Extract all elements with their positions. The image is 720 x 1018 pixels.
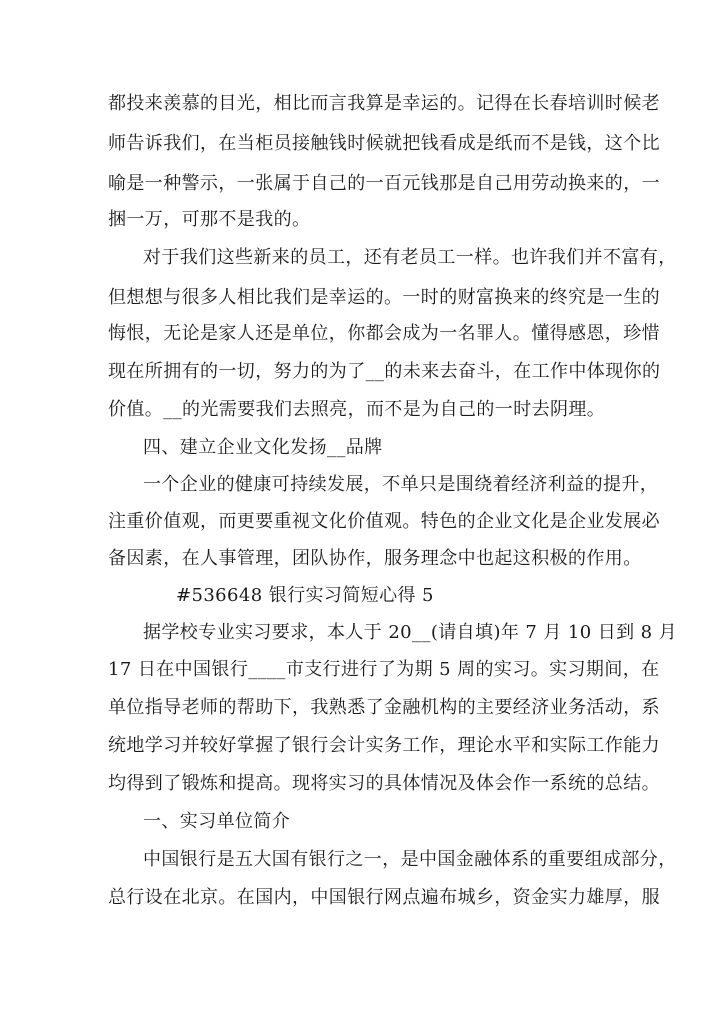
paragraph-line: 喻是一种警示，一张属于自己的一百元钱那是自己用劳动换来的，一 <box>108 173 660 194</box>
paragraph-line: 中国银行是五大国有银行之一，是中国金融体系的重要组成部分， <box>143 849 677 870</box>
paragraph-line: 价值。__的光需要我们去照亮，而不是为自己的一时去阴理。 <box>108 399 606 420</box>
paragraph-line: 备因素，在人事管理，团队协作，服务理念中也起这积极的作用。 <box>108 548 642 569</box>
paragraph-line: 但想想与很多人相比我们是幸运的。一时的财富换来的终究是一生的 <box>108 287 660 308</box>
paragraph-line: 都投来羡慕的目光，相比而言我算是幸运的。记得在长春培训时候老 <box>108 93 660 114</box>
paragraph-line: 单位指导老师的帮助下，我熟悉了金融机构的主要经济业务活动，系 <box>108 697 660 718</box>
paragraph-line: 总行设在北京。在国内，中国银行网点遍布城乡，资金实力雄厚，服 <box>108 887 660 908</box>
paragraph-line: 捆一万，可那不是我的。 <box>108 209 311 230</box>
paragraph-line: 一个企业的健康可持续发展，不单只是围绕着经济利益的提升， <box>143 474 659 495</box>
section-heading: 一、实习单位简介 <box>143 811 291 832</box>
paragraph-line: 注重价值观，而更要重视文化价值观。特色的企业文化是企业发展必 <box>108 511 660 532</box>
section-heading: 四、建立企业文化发扬__品牌 <box>143 437 383 458</box>
paragraph-line: 据学校专业实习要求，本人于 20__(请自填)年 7 月 10 日到 8 月 <box>143 622 678 643</box>
paragraph-line: 师告诉我们，在当柜员接触钱时候就把钱看成是纸而不是钱，这个比 <box>108 133 660 154</box>
paragraph-line: 对于我们这些新来的员工，还有老员工一样。也许我们并不富有， <box>143 247 677 268</box>
paragraph-line: 统地学习并较好掌握了银行会计实务工作，理论水平和实际工作能力 <box>108 735 660 756</box>
paragraph-line: 17 日在中国银行____市支行进行了为期 5 周的实习。实习期间，在 <box>108 659 660 680</box>
paragraph-line: 均得到了锻炼和提高。现将实习的具体情况及体会作一系统的总结。 <box>108 773 660 794</box>
paragraph-line: 悔恨，无论是家人还是单位，你都会成为一名罪人。懂得感恩，珍惜 <box>108 323 660 344</box>
paragraph-line: 现在所拥有的一切，努力的为了__的未来去奋斗，在工作中体现你的 <box>108 361 661 382</box>
article-title: #536648 银行实习简短心得 5 <box>176 585 434 606</box>
